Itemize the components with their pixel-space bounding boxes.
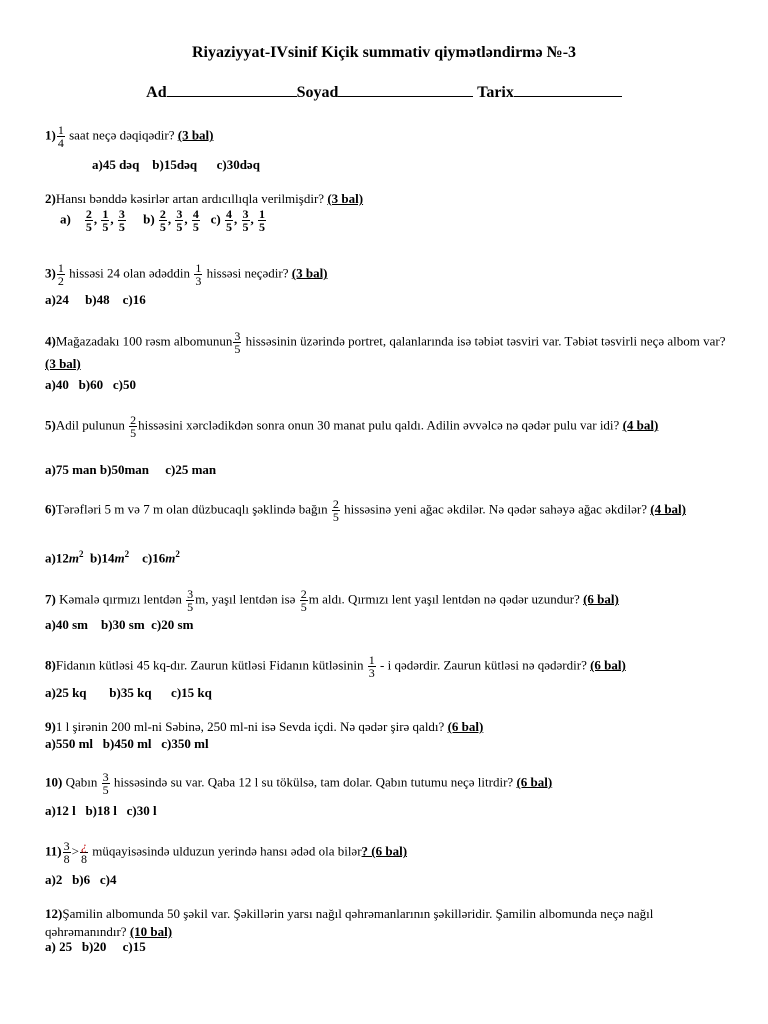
question-text: hissəsinin üzərində portret, qalanlarında isə təbiət təsviri var. Təbiət təsvirli neçə albom var?: [242, 333, 726, 349]
question-2: [45, 190, 738, 208]
question-text: m aldı. Qırmızı lent yaşıl lentdən nə qədər uzundur?: [308, 591, 584, 607]
question-text: Fidanın kütləsi 45 kq-dır. Zaurun kütləsi Fidanın kütləsinin: [55, 657, 367, 673]
question-number: 1): [45, 127, 56, 143]
fraction: $\frac{3}{5}$: [187, 587, 194, 614]
question-5: [45, 414, 738, 439]
fraction: $\frac{2}{5}$: [130, 413, 137, 440]
fraction: $\frac{4}{5}$: [226, 207, 233, 234]
question-number: 7): [45, 591, 56, 607]
question-8: [45, 654, 738, 679]
fraction: $\frac{3}{8}$: [63, 839, 70, 866]
fraction: $\frac{2}{5}$: [332, 497, 339, 524]
question-text: m, yaşıl lentdən isə: [195, 591, 299, 607]
question-text: Qabın: [62, 774, 101, 790]
fraction: $\frac{1}{3}$: [368, 653, 375, 680]
question-text: müqayisəsində ulduzun yerində hansı ədəd ola bilər: [88, 843, 362, 859]
fraction: $\frac{4}{5}$: [192, 207, 199, 234]
question-number: 2): [45, 191, 56, 206]
points-label: (6 bal): [590, 657, 626, 673]
question-4: [45, 330, 738, 373]
question-7: [45, 588, 738, 613]
fraction: $\frac{2}{5}$: [159, 207, 166, 234]
fraction: $\frac{1}{4}$: [57, 123, 64, 150]
answer-options: a)45 dəq b)15dəq c)30dəq: [92, 157, 260, 172]
points-label: (3 bal): [291, 265, 328, 281]
question-text: - i qədərdir. Zaurun kütləsi nə qədərdir?: [376, 657, 591, 673]
answer-options: a)25 kq b)35 kq c)15 kq: [45, 685, 212, 700]
question-2-options: a) $\frac{2}{5}$ , $\frac{1}{5}$ , $\frac{3}{5}$ b) $\frac{2}{5}$ , $\frac{3}{5}$ , $\frac{4}{5}$ c) $\frac{4}{5}$ , $\frac{3}{5}$ , $\frac{1}{5}$: [60, 207, 266, 234]
answer-options: a)24 b)48 c)16: [45, 292, 146, 307]
answer-options: a)40 sm b)30 sm c)20 sm: [45, 617, 194, 632]
question-6: [45, 498, 738, 523]
greater-than-sign: >: [71, 843, 79, 859]
question-text: hissəsinə yeni ağac əkdilər. Nə qədər sahəyə ağac əkdilər?: [340, 501, 651, 517]
question-text: Tərəfləri 5 m və 7 m olan düzbucaqlı şəklində bağın: [55, 501, 331, 517]
ad-label: Ad: [146, 84, 167, 101]
question-text: Hansı bənddə kəsirlər artan ardıcıllıqla verilmişdir?: [55, 191, 328, 206]
fraction: ¿ 8: [80, 839, 87, 866]
question-number: 3): [45, 265, 56, 281]
fraction: $\frac{2}{5}$: [300, 587, 307, 614]
points-label: (10 bal): [129, 924, 173, 939]
question-9: [45, 718, 738, 736]
points-label: (3 bal): [177, 127, 214, 143]
question-1: [45, 124, 738, 149]
question-number: 9): [45, 719, 56, 734]
fraction: $\frac{2}{5}$: [85, 207, 92, 234]
fraction: $\frac{1}{3}$: [195, 261, 202, 288]
points-label: (4 bal): [622, 417, 659, 433]
fraction: $\frac{1}{2}$: [57, 261, 64, 288]
points-label: (3 bal): [45, 356, 81, 371]
answer-options: a) 25 b)20 c)15: [45, 939, 146, 954]
points-label: (6 bal): [583, 591, 619, 607]
question-text: Adil pulunun: [55, 417, 129, 433]
question-text: Şamilin albomunda 50 şəkil var. Şəkillərin yarsı nağıl qəhrəmanlarının şəkilləridir. Şamilin albomunda neçə nağıl qəhrəmanındır?: [45, 906, 654, 939]
page-title: Riyaziyyat-IVsinif Kiçik summativ qiymətləndirmə №-3: [191, 44, 577, 61]
fraction: $\frac{3}{5}$: [118, 207, 125, 234]
answer-options: a)12 l b)18 l c)30 l: [45, 803, 157, 818]
option-b-label: b): [143, 211, 155, 227]
option-c-label: c): [210, 211, 221, 227]
question-text: hissəsi neçədir?: [203, 265, 292, 281]
question-text: hissəsini xərclədikdən sonra onun 30 manat pulu qaldı. Adilin əvvəlcə nə qədər pulu var idi?: [138, 417, 623, 433]
tarix-blank[interactable]: [514, 96, 622, 97]
question-text: saat neçə dəqiqədir?: [65, 127, 178, 143]
points-label: (6 bal): [516, 774, 553, 790]
star-placeholder: ¿: [80, 839, 87, 853]
fraction: $\frac{1}{5}$: [259, 207, 266, 234]
points-label: (3 bal): [327, 191, 364, 206]
fraction: $\frac{3}{5}$: [234, 329, 241, 356]
fraction: $\frac{3}{5}$: [102, 770, 109, 797]
answer-options: a)40 b)60 c)50: [45, 377, 136, 392]
points-label: ? (6 bal): [361, 843, 408, 859]
soyad-label: Soyad: [296, 84, 339, 101]
fraction: $\frac{1}{5}$: [102, 207, 109, 234]
question-12: [45, 905, 738, 941]
points-label: (4 bal): [650, 501, 686, 517]
question-number: 6): [45, 501, 56, 517]
answer-options: a)75 man b)50man c)25 man: [45, 462, 217, 477]
ad-blank[interactable]: [167, 96, 297, 97]
question-text: Kəmalə qırmızı lentdən: [55, 591, 186, 607]
soyad-blank[interactable]: [338, 96, 473, 97]
question-number: 4): [45, 333, 56, 349]
question-text: Mağazadakı 100 rəsm albomunun: [55, 333, 233, 349]
question-number: 8): [45, 657, 56, 673]
question-text: hissəsi 24 olan ədəddin: [65, 265, 194, 281]
question-3: [45, 262, 738, 287]
question-10: [45, 771, 738, 796]
points-label: (6 bal): [447, 719, 484, 734]
question-text: hissəsində su var. Qaba 12 l su tökülsə, tam dolar. Qabın tutumu neçə litrdir?: [110, 774, 517, 790]
question-number: 10): [45, 774, 63, 790]
tarix-label: Tarix: [477, 84, 514, 101]
question-number: 5): [45, 417, 56, 433]
question-text: 1 l şirənin 200 ml-ni Səbinə, 250 ml-ni isə Sevda içdi. Nə qədər şirə qaldı?: [55, 719, 448, 734]
option-a-label: a): [60, 211, 71, 227]
answer-options: a)550 ml b)450 ml c)350 ml: [45, 736, 209, 751]
answer-options: a)2 b)6 c)4: [45, 872, 117, 887]
answer-options: $a)12m^2$ $b)14m^2$ $c)16m^2$: [45, 549, 180, 566]
question-number: 11): [45, 843, 62, 859]
student-info-line: [0, 84, 768, 102]
question-number: 12): [45, 906, 63, 921]
question-11: [45, 840, 738, 865]
fraction: $\frac{3}{5}$: [176, 207, 183, 234]
fraction: $\frac{3}{5}$: [242, 207, 249, 234]
